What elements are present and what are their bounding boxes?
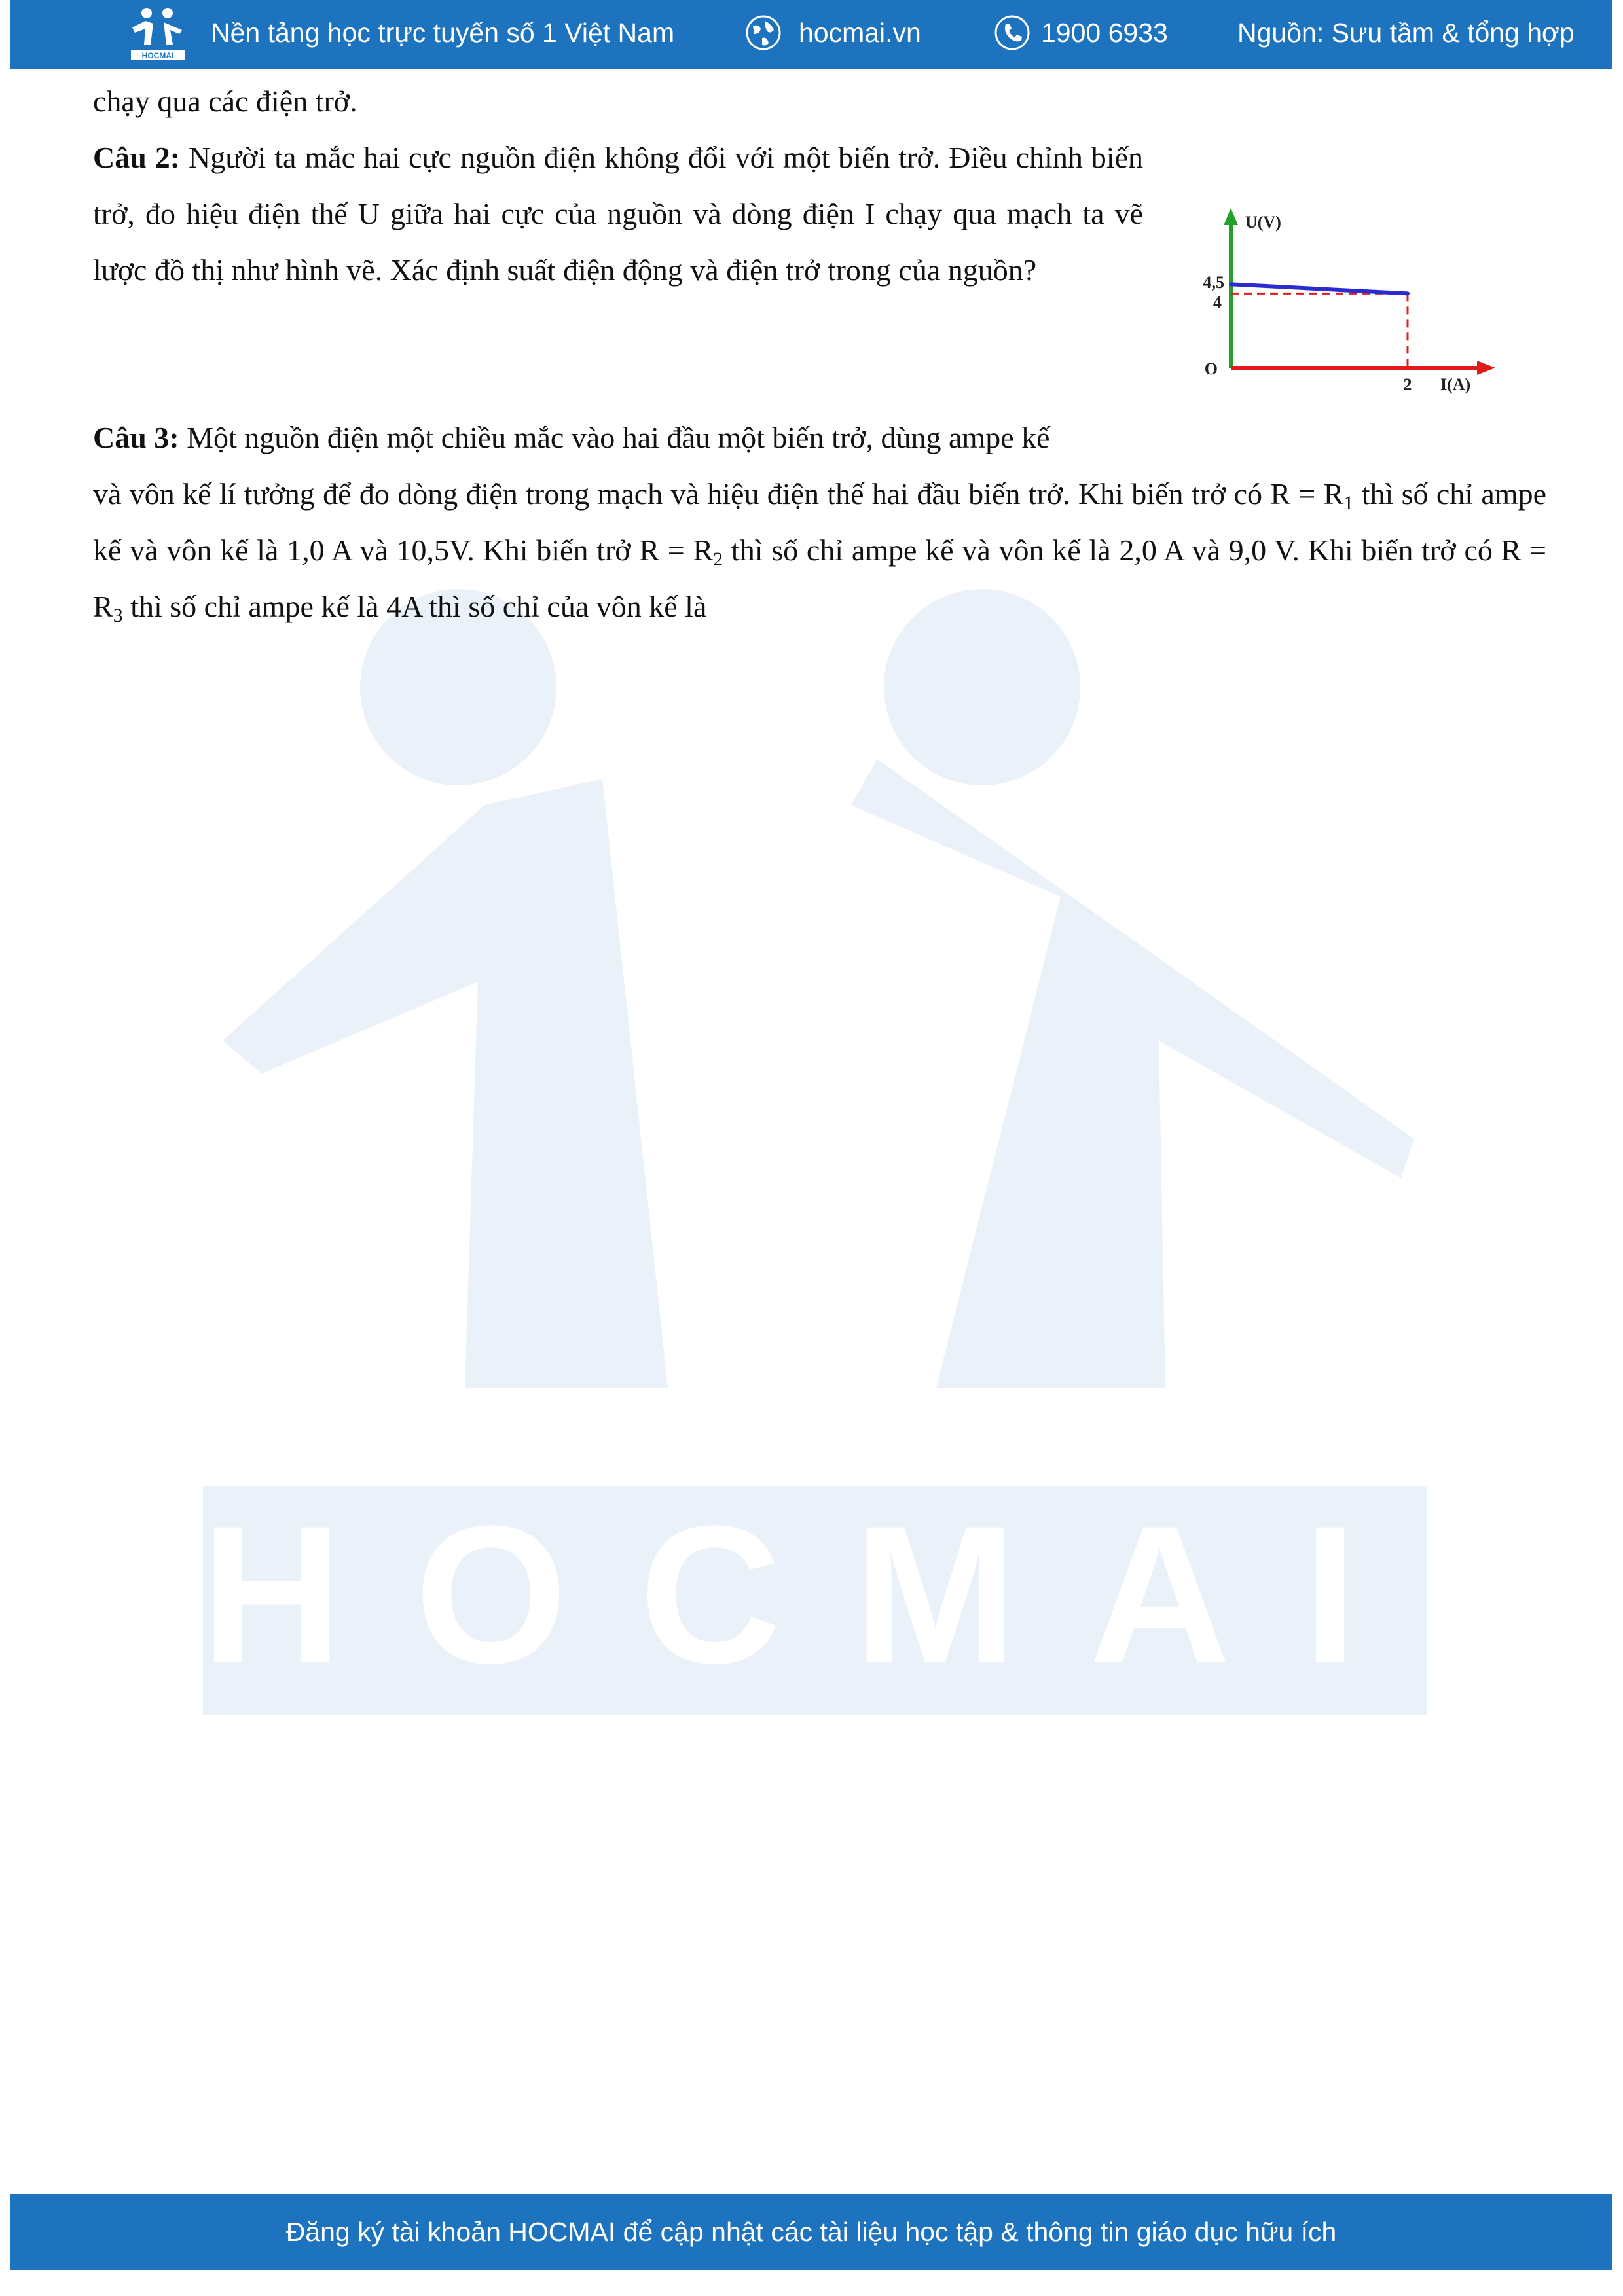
header-slogan: Nền tảng học trực tuyến số 1 Việt Nam [211,18,675,48]
question-3-text-b: thì số chỉ ampe kế và vôn kế là 1,0 A và 10,5V. Khi biến trở R = R [93,477,1546,567]
subscript-3: 3 [113,605,123,626]
globe-icon [745,14,782,51]
x-tick-label-1: 2 [1403,375,1412,394]
subscript-2: 2 [713,548,723,570]
svg-text:HOCMAI: HOCMAI [141,51,174,60]
question-2-label: Câu 2: [93,141,181,174]
subscript-1: 1 [1343,492,1354,514]
question-2-text: Người ta mắc hai cực nguồn điện không đổi với một biến trở. Điều chỉnh biến trở, đo hiệu điện thế U giữa hai cực của nguồn và dòng điện I chạy qua mạch ta vẽ lược đồ thị như hình vẽ. Xác định suất điện động và điện trở trong của nguồn? [93,141,1143,287]
footer-bar [10,2194,1612,2270]
header-source: Nguồn: Sưu tầm & tổng hợp [1237,18,1575,48]
question-3-text-d: thì số chỉ ampe kế là 4A thì số chỉ của vôn kế là [122,590,707,623]
header-bar [10,0,1612,69]
u-i-graph [1178,196,1499,412]
data-point-start [1229,282,1233,286]
question-2 [93,130,1143,298]
question-3-body [93,466,1546,635]
hocmai-logo-icon [127,4,199,64]
y-axis-label: U(V) [1245,213,1281,232]
hocmai-watermark [196,589,1440,1734]
question-3-text-a: và vôn kế lí tưởng để đo dòng điện trong mạch và hiệu điện thế hai đầu biến trở. Khi biến trở có R = R [93,477,1344,511]
phone-icon [994,14,1030,51]
series-line [1231,284,1408,293]
svg-text:HOCMAI: HOCMAI [200,1484,1430,1704]
data-point-end [1406,291,1410,295]
y-axis-arrow-icon [1224,208,1238,225]
y-tick-label-2: 4 [1213,293,1222,312]
question-3-first-line [93,410,1050,466]
origin-label: O [1204,359,1218,378]
x-axis-label: I(A) [1440,375,1471,394]
y-tick-label-1: 4,5 [1203,273,1224,293]
question-3-label: Câu 3: [93,421,179,454]
x-axis-arrow-icon [1477,361,1495,375]
question-3-text-1: Một nguồn điện một chiều mắc vào hai đầu một biến trở, dùng ampe kế [179,421,1050,454]
footer-text: Đăng ký tài khoản HOCMAI để cập nhật các tài liệu học tập & thông tin giáo dục hữu ích [285,2217,1337,2247]
line-top: chạy qua các điện trở. [93,84,357,118]
question-3-text-c: thì số chỉ ampe kế và vôn kế là 2,0 A và 9,0 V. Khi biến trở có R = R [93,533,1546,623]
header-phone: 1900 6933 [1041,18,1168,48]
header-website-link[interactable]: hocmai.vn [799,18,921,48]
